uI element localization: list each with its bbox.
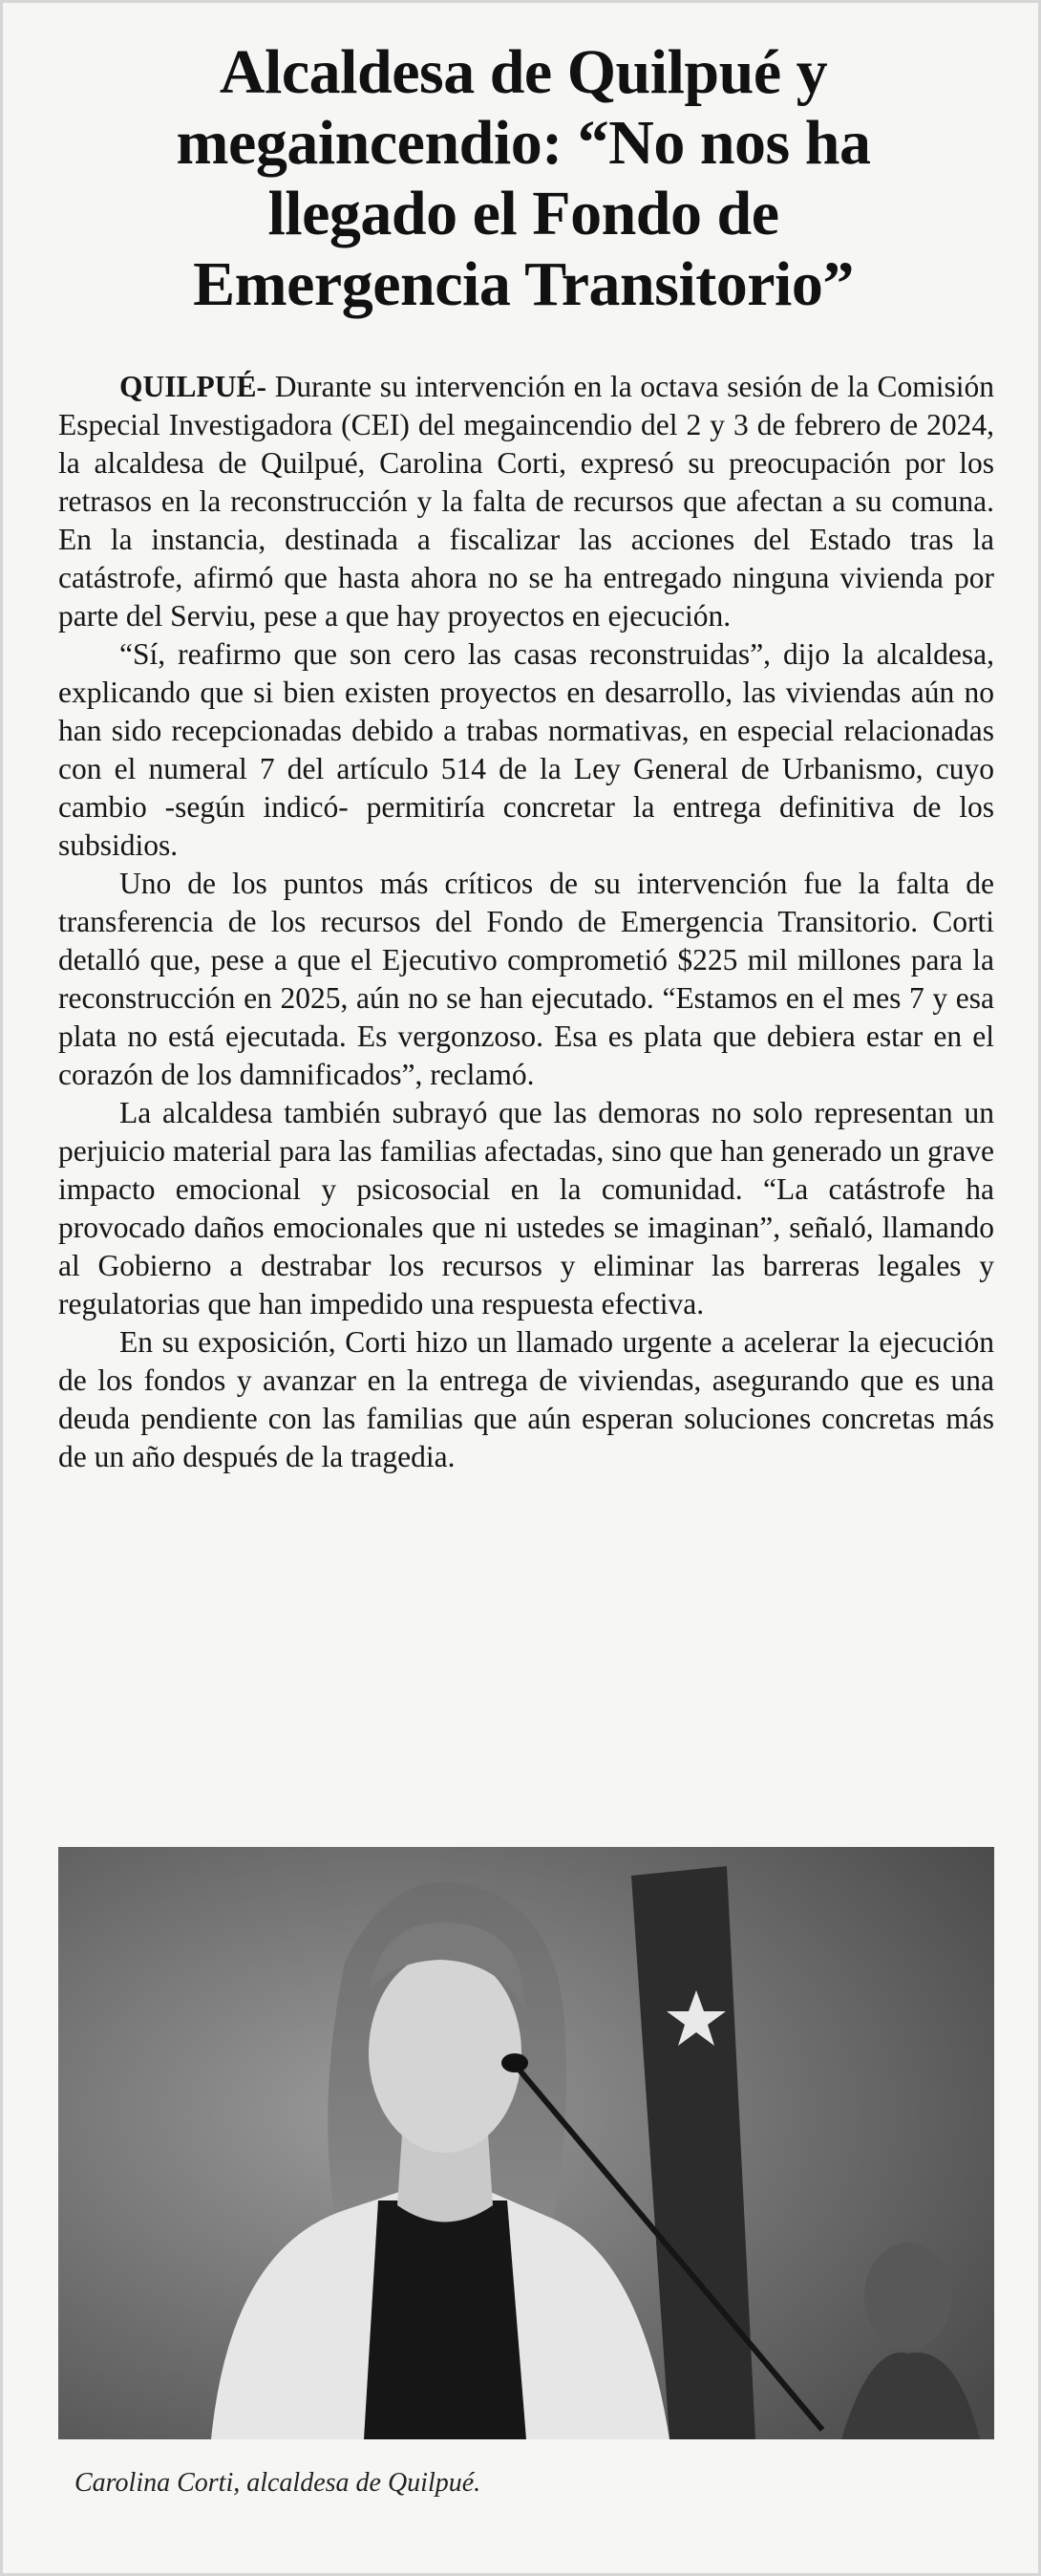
background-person-head: [864, 2243, 952, 2350]
photo-illustration: [58, 1847, 994, 2439]
paragraph-5: En su exposición, Corti hizo un llamado urgente a acelerar la ejecución de los fondos y avanzar en la entrega de viviendas, asegurando que es una deuda pendiente con las familias que aún esperan soluciones concretas más de un año después de la tragedia.: [58, 1325, 994, 1473]
dateline: QUILPUÉ-: [119, 370, 267, 403]
headline: Alcaldesa de Quilpué y megaincendio: “No nos ha llegado el Fondo de Emergencia Transitorio”: [176, 37, 871, 319]
paragraph-1-text: Durante su intervención en la octava sesión de la Comisión Especial Investigadora (CEI) del megaincendio del 2 y 3 de febrero de 2024, la alcaldesa de Quilpué, Carolina Corti, expresó su preocupación por los retrasos en la reconstrucción y la falta de recursos que afectan a su comuna. En la instancia, destinada a fiscalizar las acciones del Estado tras la catástrofe, afirmó que hasta ahora no se ha entregado ninguna vivienda por parte del Serviu, pese a que hay proyectos en ejecución.: [58, 370, 995, 633]
paragraph-3: Uno de los puntos más críticos de su intervención fue la falta de transferencia de los recursos del Fondo de Emergencia Transitorio. Corti detalló que, pese a que el Ejecutivo comprometió $225 mil millones para la reconstrucción en 2025, aún no se han ejecutado. “Estamos en el mes 7 y esa plata no está ejecutada. Es vergonzoso. Esa es plata que debiera estar en el corazón de los damnificados”, reclamó.: [58, 867, 994, 1091]
paragraph-4: La alcaldesa también subrayó que las demoras no solo representan un perjuicio material para las familias afectadas, sino que han generado un grave impacto emocional y psicosocial en la comunidad. “La catástrofe ha provocado daños emocionales que ni ustedes se imaginan”, señaló, llamando al Gobierno a destrabar los recursos y eliminar las barreras legales y regulatorias que han impedido una respuesta efectiva.: [58, 1096, 994, 1320]
paragraph-1: [58, 368, 994, 635]
article-body: [58, 368, 994, 1476]
article-photo: [58, 1847, 994, 2439]
microphone-head: [501, 2053, 528, 2072]
photo-caption: Carolina Corti, alcaldesa de Quilpué.: [74, 2468, 481, 2498]
paragraph-2: “Sí, reafirmo que son cero las casas reconstruidas”, dijo la alcaldesa, explicando que si bien existen proyectos en desarrollo, las viviendas aún no han sido recepcionadas debido a trabas normativas, en especial relacionadas con el numeral 7 del artículo 514 de la Ley General de Urbanismo, cuyo cambio -según indicó- permitiría concretar la entrega definitiva de los subsidios.: [58, 637, 994, 862]
speaker-top: [364, 2200, 526, 2439]
speaker-face: [369, 1952, 521, 2153]
